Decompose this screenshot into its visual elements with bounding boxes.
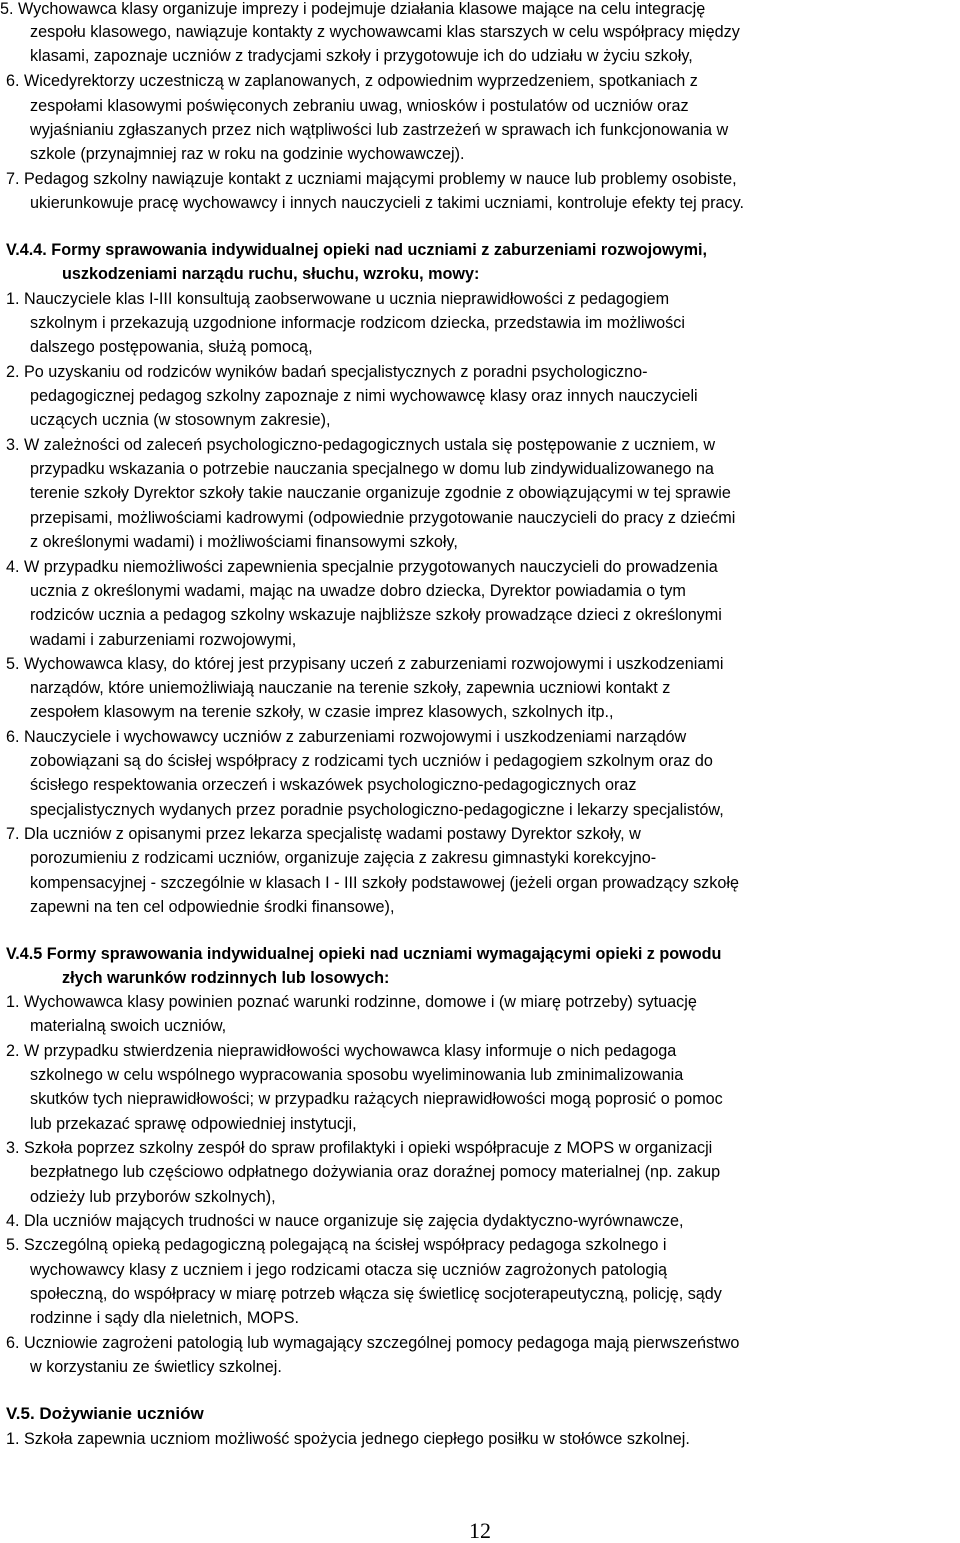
text-line: wyjaśnianiu zgłaszanych przez nich wątpliwości lub zastrzeżeń w sprawach ich funkcjonowania w (30, 121, 729, 139)
text-line: 2. W przypadku stwierdzenia nieprawidłowości wychowawca klasy informuje o nich pedagoga (6, 1042, 677, 1060)
text-line: 1. Szkoła zapewnia uczniom możliwość spożycia jednego ciepłego posiłku w stołówce szkolnej. (6, 1430, 690, 1448)
text-line: specjalistycznych wydanych przez poradnie psychologiczno-pedagogiczne i lekarzy specjalistów, (30, 801, 724, 819)
text-line: 3. Szkoła poprzez szkolny zespół do spraw profilaktyki i opieki współpracuje z MOPS w organizacji (6, 1139, 713, 1157)
text-line: zespołem klasowym na terenie szkoły, w czasie imprez klasowych, szkolnych itp., (30, 703, 614, 721)
text-line: 5. Wychowawca klasy organizuje imprezy i podejmuje działania klasowe mające na celu integrację (0, 0, 706, 18)
section-heading: V.4.4. Formy sprawowania indywidualnej opieki nad uczniami z zaburzeniami rozwojowymi, (6, 241, 708, 259)
section-heading: złych warunków rodzinnych lub losowych: (62, 969, 390, 987)
text-line: narządów, które uniemożliwiają nauczanie na terenie szkoły, zapewnia uczniowi kontakt z (30, 679, 671, 697)
page-number: 12 (469, 1518, 491, 1543)
text-line: 5. Wychowawca klasy, do której jest przypisany uczeń z zaburzeniami rozwojowymi i uszkodzeniami (6, 655, 724, 673)
text-line: porozumieniu z rodzicami uczniów, organizuje zajęcia z zakresu gimnastyki korekcyjno- (30, 849, 657, 867)
section-heading: V.5. Dożywianie uczniów (6, 1404, 204, 1423)
text-line: 7. Pedagog szkolny nawiązuje kontakt z uczniami mającymi problemy w nauce lub problemy osobiste, (6, 170, 737, 188)
text-line: zespołu klasowego, nawiązuje kontakty z wychowawcami klas starszych w celu współpracy między (30, 23, 740, 41)
text-line: przepisami, możliwościami kadrowymi (odpowiednie przygotowanie nauczycieli do pracy z dziećmi (30, 509, 736, 527)
text-line: 7. Dla uczniów z opisanymi przez lekarza specjalistę wadami postawy Dyrektor szkoły, w (6, 825, 641, 843)
text-line: rodziców ucznia a pedagog szkolny wskazuje najbliższe szkoły prowadzące dzieci z określonymi (30, 606, 722, 624)
text-line: 5. Szczególną opieką pedagogiczną polegającą na ścisłej współpracy pedagoga szkolnego i (6, 1236, 667, 1254)
text-line: z określonymi wadami) i możliwościami finansowymi szkoły, (30, 533, 458, 551)
text-line: 1. Nauczyciele klas I-III konsultują zaobserwowane u ucznia nieprawidłowości z pedagogiem (6, 290, 670, 308)
section-heading: uszkodzeniami narządu ruchu, słuchu, wzroku, mowy: (62, 265, 480, 283)
text-line: 4. Dla uczniów mających trudności w nauce organizuje się zajęcia dydaktyczno-wyrównawcze, (6, 1212, 684, 1230)
text-line: wychowawcy klasy z uczniem i jego rodzicami otacza się uczniów zagrożonych patologią (30, 1261, 667, 1279)
text-line: uczących ucznia (w stosownym zakresie), (30, 411, 331, 429)
text-line: zapewni na ten cel odpowiednie środki finansowe), (30, 898, 395, 916)
text-line: wadami i zaburzeniami rozwojowymi, (30, 631, 297, 649)
text-line: ucznia z określonymi wadami, mając na uwadze dobro dziecka, Dyrektor powiadamia o tym (30, 582, 686, 600)
text-line: pedagogicznej pedagog szkolny zapoznaje z nimi wychowawcę klasy oraz innych nauczycieli (30, 387, 698, 405)
text-line: zobowiązani są do ścisłej współpracy z rodzicami tych uczniów i pedagogiem szkolnym oraz do (30, 752, 713, 770)
text-line: odzieży lub przyborów szkolnych), (30, 1188, 276, 1206)
text-line: klasami, zapoznaje uczniów z tradycjami szkoły i przygotowuje ich do udziału w życiu szkoły, (30, 47, 693, 65)
text-line: 1. Wychowawca klasy powinien poznać warunki rodzinne, domowe i (w miarę potrzeby) sytuację (6, 993, 697, 1011)
text-line: lub przekazać sprawę odpowiedniej instytucji, (30, 1115, 357, 1133)
text-line: 6. Nauczyciele i wychowawcy uczniów z zaburzeniami rozwojowymi i uszkodzeniami narządów (6, 728, 687, 746)
text-line: społeczną, do współpracy w miarę potrzeb włącza się świetlicę socjoterapeutyczną, policję, sądy (30, 1285, 722, 1303)
text-line: ścisłego respektowania orzeczeń i wskazówek psychologiczno-pedagogicznych oraz (30, 776, 637, 794)
text-line: szkolnym i przekazują uzgodnione informacje rodzicom dziecka, przedstawia im możliwości (30, 314, 685, 332)
text-line: 6. Uczniowie zagrożeni patologią lub wymagający szczególnej pomocy pedagoga mają pierwszeństwo (6, 1334, 740, 1352)
text-line: zespołami klasowymi poświęconych zebraniu uwag, wniosków i postulatów od uczniów oraz (30, 97, 689, 115)
text-line: kompensacyjnej - szczególnie w klasach I - III szkoły podstawowej (jeżeli organ prowadzący szkołę (30, 874, 739, 892)
text-line: 4. W przypadku niemożliwości zapewnienia specjalnie przygotowanych nauczycieli do prowadzenia (6, 558, 718, 576)
text-line: przypadku wskazania o potrzebie nauczania specjalnego w domu lub zindywidualizowanego na (30, 460, 714, 478)
text-line: skutków tych nieprawidłowości; w przypadku rażących nieprawidłowości mogą poprosić o pomoc (30, 1090, 723, 1108)
section-heading: V.4.5 Formy sprawowania indywidualnej opieki nad uczniami wymagającymi opieki z powodu (6, 945, 722, 963)
text-line: szkolnego w celu wspólnego wypracowania sposobu wyeliminowania lub zminimalizowania (30, 1066, 684, 1084)
text-line: dalszego postępowania, służą pomocą, (30, 338, 313, 356)
text-line: 3. W zależności od zaleceń psychologiczno-pedagogicznych ustala się postępowanie z uczniem, w (6, 436, 716, 454)
text-line: terenie szkoły Dyrektor szkoły takie nauczanie organizuje zgodnie z obowiązującymi w tej sprawie (30, 484, 731, 502)
text-line: 2. Po uzyskaniu od rodziców wyników badań specjalistycznych z poradni psychologiczno- (6, 363, 648, 381)
text-line: w korzystaniu ze świetlicy szkolnej. (30, 1358, 282, 1376)
text-line: szkole (przynajmniej raz w roku na godzinie wychowawczej). (30, 145, 465, 163)
text-line: 6. Wicedyrektorzy uczestniczą w zaplanowanych, z odpowiednim wyprzedzeniem, spotkaniach z (6, 72, 698, 90)
text-line: materialną swoich uczniów, (30, 1017, 227, 1035)
text-line: ukierunkowuje pracę wychowawcy i innych nauczycieli z takimi uczniami, kontroluje efekty tej pracy. (30, 194, 745, 212)
text-line: rodzinne i sądy dla nieletnich, MOPS. (30, 1309, 300, 1327)
text-line: bezpłatnego lub częściowo odpłatnego dożywiania oraz doraźnej pomocy materialnej (np. zakup (30, 1163, 721, 1181)
